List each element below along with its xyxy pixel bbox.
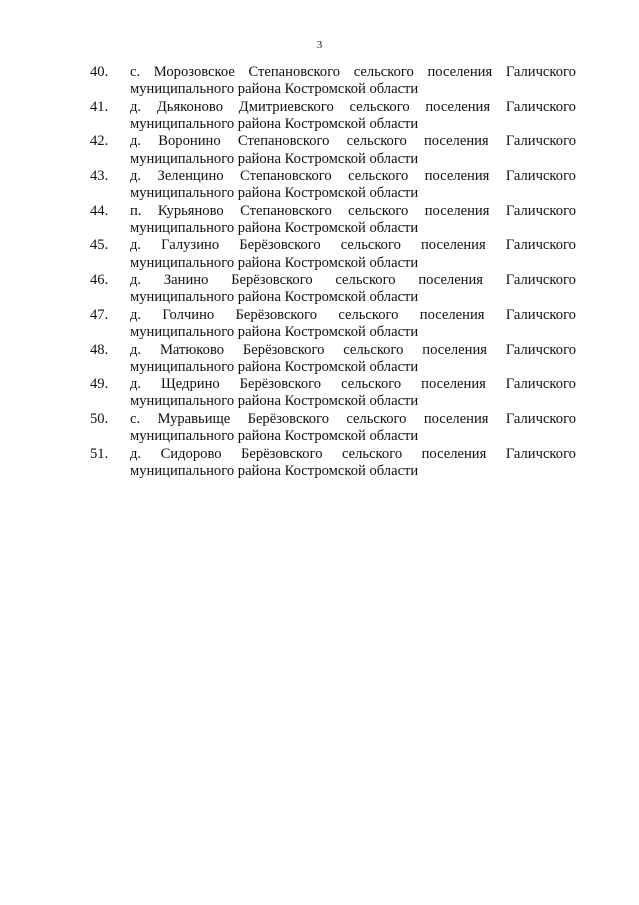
item-text <box>130 446 576 481</box>
item-line-2: муниципального района Костромской области <box>130 220 419 237</box>
word: д. <box>130 98 142 115</box>
page-number: 3 <box>316 39 323 51</box>
word: поселения <box>421 376 486 393</box>
list-item <box>90 99 576 134</box>
item-number: 49. <box>90 376 109 393</box>
word: сельского <box>349 98 410 115</box>
list-item <box>90 237 576 272</box>
word: сельского <box>342 445 403 462</box>
item-line-2: муниципального района Костромской области <box>130 150 419 167</box>
word: Галичского <box>505 410 576 427</box>
item-number: 41. <box>90 98 109 115</box>
list-item <box>90 307 576 342</box>
word: п. <box>130 202 142 219</box>
word: сельского <box>341 376 402 393</box>
item-number: 50. <box>90 410 109 427</box>
word: д. <box>130 376 142 393</box>
list-item <box>90 203 576 238</box>
item-line-2: муниципального района Костромской области <box>130 254 419 271</box>
word: сельского <box>335 272 396 289</box>
word: сельского <box>348 168 409 185</box>
word: сельского <box>338 306 399 323</box>
item-number: 48. <box>90 341 109 358</box>
word: Дьяконово <box>156 98 223 115</box>
word: Сидорово <box>160 445 222 462</box>
item-line-1 <box>130 203 576 220</box>
word: Степановского <box>248 64 341 80</box>
word: Степановского <box>237 133 330 150</box>
word: Берёзовского <box>239 376 322 393</box>
word: поселения <box>421 237 486 254</box>
item-number: 45. <box>90 237 109 254</box>
word: Галичского <box>505 64 576 80</box>
word: Галузино <box>161 237 220 254</box>
item-text <box>130 411 576 446</box>
item-text <box>130 99 576 134</box>
item-line-2: муниципального района Костромской области <box>130 358 419 375</box>
item-line-1 <box>130 64 576 81</box>
word: Морозовское <box>153 64 235 80</box>
word: Берёзовского <box>242 341 325 358</box>
word: Галичского <box>505 98 576 115</box>
item-number: 42. <box>90 133 109 150</box>
word: Берёзовского <box>235 306 318 323</box>
word: д. <box>130 341 142 358</box>
word: Степановского <box>240 202 332 219</box>
word: Дмитриевского <box>238 98 334 115</box>
word: Берёзовского <box>241 445 323 462</box>
word: поселения <box>423 133 489 150</box>
item-line-1 <box>130 376 576 393</box>
word: поселения <box>418 272 484 289</box>
word: Голчино <box>162 306 215 323</box>
word: поселения <box>423 410 489 427</box>
item-number: 40. <box>90 64 109 80</box>
word: д. <box>130 133 142 150</box>
word: Галичского <box>505 202 576 219</box>
item-text <box>130 272 576 307</box>
item-line-1 <box>130 446 576 463</box>
item-text <box>130 168 576 203</box>
word: Муравьище <box>157 410 231 427</box>
word: Галичского <box>505 341 576 358</box>
word: сельского <box>346 133 407 150</box>
word: с. <box>130 64 141 80</box>
item-line-2: муниципального района Костромской области <box>130 324 419 341</box>
word: сельского <box>348 202 409 219</box>
word: д. <box>130 272 142 289</box>
item-line-2: муниципального района Костромской области <box>130 81 419 98</box>
item-line-2: муниципального района Костромской области <box>130 393 419 410</box>
word: поселения <box>421 445 487 462</box>
item-text <box>130 237 576 272</box>
word: Галичского <box>505 376 576 393</box>
word: д. <box>130 306 142 323</box>
word: сельского <box>346 410 407 427</box>
word: сельского <box>343 341 404 358</box>
word: поселения <box>419 306 485 323</box>
word: д. <box>130 445 142 462</box>
word: Курьяново <box>157 202 224 219</box>
item-text <box>130 307 576 342</box>
list-item <box>90 272 576 307</box>
word: поселения <box>425 98 491 115</box>
item-line-2: муниципального района Костромской области <box>130 428 419 445</box>
word: Воронино <box>158 133 221 150</box>
word: Зеленцино <box>157 168 224 185</box>
word: поселения <box>424 202 490 219</box>
item-number: 43. <box>90 168 109 185</box>
settlement-list <box>90 64 576 480</box>
word: Галичского <box>505 306 576 323</box>
word: сельского <box>340 237 401 254</box>
word: Берёзовского <box>231 272 313 289</box>
item-line-1 <box>130 99 576 116</box>
item-line-2: муниципального района Костромской области <box>130 115 419 132</box>
item-line-2: муниципального района Костромской области <box>130 462 419 479</box>
word: поселения <box>424 168 490 185</box>
word: д. <box>130 237 142 254</box>
item-line-1 <box>130 168 576 185</box>
item-line-1 <box>130 272 576 289</box>
word: поселения <box>422 341 487 358</box>
list-item <box>90 376 576 411</box>
item-number: 51. <box>90 445 109 462</box>
list-item <box>90 168 576 203</box>
word: Матюково <box>159 341 225 358</box>
item-line-1 <box>130 307 576 324</box>
item-line-1 <box>130 342 576 359</box>
word: Берёзовского <box>239 237 321 254</box>
word: поселения <box>427 64 493 80</box>
item-text <box>130 133 576 168</box>
list-item <box>90 64 576 99</box>
item-line-2: муниципального района Костромской области <box>130 289 419 306</box>
word: Галичского <box>505 272 576 289</box>
word: Галичского <box>505 133 576 150</box>
item-text <box>130 203 576 238</box>
list-item <box>90 446 576 481</box>
item-text <box>130 376 576 411</box>
item-text <box>130 64 576 99</box>
item-line-1 <box>130 133 576 150</box>
word: с. <box>130 410 141 427</box>
item-number: 46. <box>90 272 109 289</box>
item-number: 44. <box>90 202 109 219</box>
item-text <box>130 342 576 377</box>
word: Степановского <box>240 168 332 185</box>
word: д. <box>130 168 142 185</box>
word: Занино <box>163 272 209 289</box>
word: Берёзовского <box>247 410 330 427</box>
word: Щедрино <box>161 376 220 393</box>
item-line-1 <box>130 411 576 428</box>
word: Галичского <box>505 237 576 254</box>
list-item <box>90 342 576 377</box>
list-item <box>90 411 576 446</box>
word: Галичского <box>505 445 576 462</box>
item-number: 47. <box>90 306 109 323</box>
word: сельского <box>353 64 414 80</box>
item-line-1 <box>130 237 576 254</box>
item-line-2: муниципального района Костромской области <box>130 185 419 202</box>
word: Галичского <box>505 168 576 185</box>
list-item <box>90 133 576 168</box>
